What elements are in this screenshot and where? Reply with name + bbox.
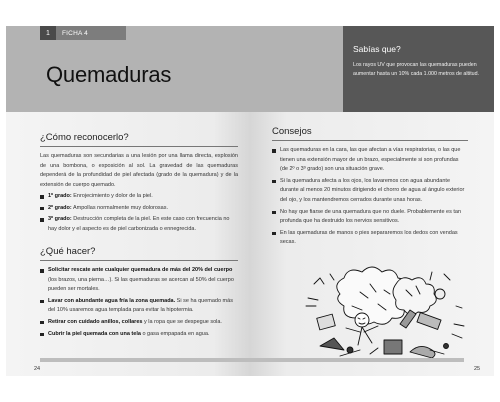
bold-lead: 2º grado:: [48, 204, 72, 211]
book-spread: [6, 26, 494, 376]
section-rule: [40, 146, 238, 147]
page-number-right: 25: [474, 366, 481, 372]
list-item: [40, 192, 238, 202]
list-item: [40, 297, 238, 316]
tab-label: FICHA 4: [56, 26, 126, 40]
bold-lead: Solicitar rescate ante cualquier quemadura de más del 20% del cuerpo: [48, 267, 233, 273]
did-you-know-text: Los rayos UV que provocan las quemaduras pueden aumentar hasta un 10% cada 1.000 metros de altitud.: [353, 62, 480, 77]
item-text: o gasa empapada en agua.: [140, 330, 210, 337]
bold-lead: Retirar con cuidado anillos, collares: [48, 318, 143, 325]
page-number-left: 24: [34, 366, 41, 372]
item-text: Destrucción completa de la piel. En este caso con frecuencia no hay dolor y el aspecto es de piel carbonizada o ennegrecida.: [48, 216, 230, 232]
list-item: [40, 318, 238, 328]
bold-lead: 1º grado:: [48, 193, 72, 199]
section-heading-que-hacer: ¿Qué hacer?: [40, 246, 96, 257]
bold-lead: 3º grado:: [48, 216, 72, 223]
did-you-know-box: [343, 26, 494, 112]
item-text: Ampollas normalmente muy dolorosas.: [71, 204, 169, 211]
section-heading-reconocer: ¿Cómo reconocerlo?: [40, 132, 129, 143]
list-item: [40, 266, 238, 295]
explosion-illustration: [300, 254, 470, 364]
bold-lead: Cubrir la piel quemada con una tela: [48, 330, 141, 337]
actions-list: [40, 266, 238, 341]
list-item: [272, 229, 468, 248]
list-item: [272, 146, 468, 175]
bold-lead: Lavar con abundante agua fría la zona quemada.: [48, 297, 176, 304]
item-text: (los brazos, una pierna…). Si las quemaduras se acercan al 50% del cuerpo pueden ser mortales.: [48, 276, 234, 293]
right-page: [250, 26, 494, 376]
intro-paragraph: Las quemaduras son secundarias a una lesión por una llama directa, explosión de una bombona, o exposición al sol. La gravedad de las quemaduras dependerá de la profundidad de piel afectada (grado de la quemadura) y de la extensión de cuerpo quemado.: [40, 153, 238, 188]
left-page: [6, 26, 250, 376]
section-heading-consejos: Consejos: [272, 126, 312, 137]
footer-bar: [250, 358, 464, 362]
page-title: Quemaduras: [46, 62, 172, 87]
section-rule: [272, 140, 468, 141]
list-item: [40, 215, 238, 234]
item-text: y la ropa que se despegue sola.: [142, 318, 222, 325]
list-item: [272, 208, 468, 227]
list-item: [40, 204, 238, 214]
item-text: Las quemaduras en la cara, las que afectan a vías respiratorias, o las que tienen una extensión mayor de un brazo, especialmente si son profundas (de 2º o 3º grado) son una situación grave.: [280, 147, 461, 173]
item-text: En las quemaduras de manos o pies separaremos los dedos con vendas secas.: [280, 229, 458, 246]
item-text: Enrojecimiento y dolor de la piel.: [71, 193, 153, 199]
did-you-know-title: Sabías que?: [353, 44, 401, 54]
section-rule: [40, 260, 238, 261]
item-text: Si se ha quemado más del 10% usaremos agua templada para evitar la hipotermia.: [48, 297, 233, 314]
tab-number: 1: [40, 26, 56, 40]
advice-list: [272, 146, 468, 250]
list-item: [40, 330, 238, 340]
grade-list: [40, 192, 238, 236]
list-item: [272, 177, 468, 206]
section-tab: [40, 26, 126, 40]
footer-bar: [40, 358, 250, 362]
item-text: No hay que fiarse de una quemadura que no duele. Probablemente es tan profunda que ha destruido los nervios sensitivos.: [280, 208, 462, 225]
item-text: Si la quemadura afecta a los ojos, los lavaremos con agua abundante durante al menos 20 minutos dirigiendo el chorro de agua al ángulo exterior del ojo, y los mantendremos cerrados durante unas horas.: [280, 177, 465, 203]
